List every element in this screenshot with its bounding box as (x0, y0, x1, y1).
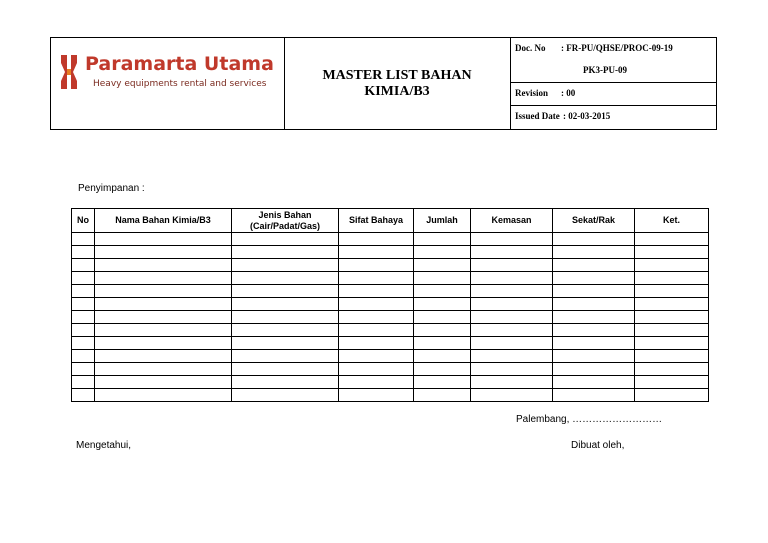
table-cell-sekat[interactable] (553, 311, 635, 324)
table-row (72, 311, 709, 324)
table-cell-jenis[interactable] (232, 272, 339, 285)
table-row (72, 272, 709, 285)
table-cell-sifat[interactable] (339, 298, 414, 311)
table-cell-no[interactable] (72, 363, 95, 376)
table-cell-ket[interactable] (635, 272, 709, 285)
table-cell-sifat[interactable] (339, 350, 414, 363)
column-header-sekat: Sekat/Rak (553, 209, 635, 233)
table-cell-kemasan[interactable] (471, 285, 553, 298)
table-cell-ket[interactable] (635, 337, 709, 350)
table-cell-kemasan[interactable] (471, 311, 553, 324)
table-cell-jumlah[interactable] (414, 233, 471, 246)
table-cell-sekat[interactable] (553, 337, 635, 350)
table-cell-nama[interactable] (95, 376, 232, 389)
document-header (50, 37, 717, 130)
table-row (72, 337, 709, 350)
table-cell-sifat[interactable] (339, 324, 414, 337)
table-cell-no[interactable] (72, 246, 95, 259)
table-cell-jumlah[interactable] (414, 259, 471, 272)
table-cell-no[interactable] (72, 259, 95, 272)
table-row (72, 389, 709, 402)
table-cell-kemasan[interactable] (471, 337, 553, 350)
table-cell-sifat[interactable] (339, 272, 414, 285)
doc-no-value-2: PK3-PU-09 (583, 65, 627, 75)
table-cell-jumlah[interactable] (414, 324, 471, 337)
table-cell-nama[interactable] (95, 324, 232, 337)
storage-label: Penyimpanan : (78, 183, 145, 194)
table-cell-kemasan[interactable] (471, 389, 553, 402)
table-cell-ket[interactable] (635, 298, 709, 311)
table-cell-nama[interactable] (95, 298, 232, 311)
table-cell-nama[interactable] (95, 259, 232, 272)
table-cell-sekat[interactable] (553, 246, 635, 259)
table-cell-sifat[interactable] (339, 285, 414, 298)
column-header-no: No (72, 209, 95, 233)
table-cell-jenis[interactable] (232, 337, 339, 350)
table-cell-sifat[interactable] (339, 259, 414, 272)
company-name: Paramarta Utama (85, 53, 274, 75)
table-row (72, 376, 709, 389)
chemical-list-table (71, 208, 709, 402)
table-cell-ket[interactable] (635, 246, 709, 259)
table-cell-jumlah[interactable] (414, 285, 471, 298)
table-cell-jumlah[interactable] (414, 311, 471, 324)
table-row (72, 350, 709, 363)
column-header-sifat: Sifat Bahaya (339, 209, 414, 233)
table-row (72, 246, 709, 259)
table-cell-no[interactable] (72, 298, 95, 311)
table-cell-nama[interactable] (95, 233, 232, 246)
table-cell-nama[interactable] (95, 389, 232, 402)
issued-date-label: Issued Date (515, 111, 560, 121)
doc-no-row (511, 38, 717, 83)
table-cell-ket[interactable] (635, 259, 709, 272)
table-row (72, 259, 709, 272)
table-cell-ket[interactable] (635, 285, 709, 298)
table-cell-jenis[interactable] (232, 324, 339, 337)
table-cell-nama[interactable] (95, 350, 232, 363)
table-header-row (72, 209, 709, 233)
table-cell-jenis[interactable] (232, 311, 339, 324)
table-cell-jenis[interactable] (232, 376, 339, 389)
place-date-line: Palembang, ……………………… (516, 414, 663, 425)
table-cell-sekat[interactable] (553, 363, 635, 376)
table-cell-jumlah[interactable] (414, 350, 471, 363)
table-cell-nama[interactable] (95, 246, 232, 259)
table-cell-nama[interactable] (95, 272, 232, 285)
table-cell-no[interactable] (72, 233, 95, 246)
table-cell-nama[interactable] (95, 311, 232, 324)
table-cell-sekat[interactable] (553, 259, 635, 272)
table-cell-no[interactable] (72, 324, 95, 337)
table-cell-sekat[interactable] (553, 324, 635, 337)
column-header-nama: Nama Bahan Kimia/B3 (95, 209, 232, 233)
table-cell-sekat[interactable] (553, 389, 635, 402)
prepared-by-label: Dibuat oleh, (571, 440, 625, 451)
table-cell-no[interactable] (72, 376, 95, 389)
document-title: MASTER LIST BAHAN KIMIA/B3 (322, 67, 472, 99)
doc-no-value: : FR-PU/QHSE/PROC-09-19 (561, 43, 673, 53)
table-cell-kemasan[interactable] (471, 350, 553, 363)
table-cell-jumlah[interactable] (414, 298, 471, 311)
table-cell-jenis[interactable] (232, 350, 339, 363)
table-cell-kemasan[interactable] (471, 233, 553, 246)
table-cell-jumlah[interactable] (414, 376, 471, 389)
table-cell-jenis[interactable] (232, 389, 339, 402)
logo-cell (51, 38, 285, 129)
table-cell-jumlah[interactable] (414, 363, 471, 376)
table-cell-sifat[interactable] (339, 311, 414, 324)
table-cell-ket[interactable] (635, 324, 709, 337)
table-cell-jumlah[interactable] (414, 246, 471, 259)
table-cell-kemasan[interactable] (471, 259, 553, 272)
table-cell-kemasan[interactable] (471, 324, 553, 337)
table-row (72, 324, 709, 337)
table-cell-sekat[interactable] (553, 272, 635, 285)
table-cell-ket[interactable] (635, 233, 709, 246)
table-cell-sekat[interactable] (553, 233, 635, 246)
column-header-kemasan: Kemasan (471, 209, 553, 233)
table-cell-sekat[interactable] (553, 285, 635, 298)
table-cell-no[interactable] (72, 350, 95, 363)
table-cell-no[interactable] (72, 285, 95, 298)
column-header-jumlah: Jumlah (414, 209, 471, 233)
table-cell-sekat[interactable] (553, 298, 635, 311)
table-cell-kemasan[interactable] (471, 376, 553, 389)
table-cell-jumlah[interactable] (414, 389, 471, 402)
acknowledged-by-label: Mengetahui, (76, 440, 132, 451)
table-cell-ket[interactable] (635, 376, 709, 389)
table-cell-no[interactable] (72, 389, 95, 402)
table-cell-sifat[interactable] (339, 389, 414, 402)
table-row (72, 363, 709, 376)
table-cell-jenis[interactable] (232, 233, 339, 246)
company-tagline: Heavy equipments rental and services (93, 79, 267, 89)
table-cell-jenis[interactable] (232, 259, 339, 272)
company-logo-icon (61, 55, 77, 89)
document-meta (511, 38, 717, 129)
table-cell-nama[interactable] (95, 363, 232, 376)
table-cell-no[interactable] (72, 337, 95, 350)
title-cell (284, 38, 511, 129)
table-cell-kemasan[interactable] (471, 298, 553, 311)
table-cell-jumlah[interactable] (414, 272, 471, 285)
revision-row (511, 83, 717, 106)
table-cell-nama[interactable] (95, 285, 232, 298)
table-cell-jumlah[interactable] (414, 337, 471, 350)
table-row (72, 285, 709, 298)
revision-value: : 00 (561, 88, 576, 98)
table-cell-jenis[interactable] (232, 298, 339, 311)
table-cell-jenis[interactable] (232, 285, 339, 298)
table-cell-kemasan[interactable] (471, 363, 553, 376)
table-cell-ket[interactable] (635, 363, 709, 376)
table-cell-sifat[interactable] (339, 376, 414, 389)
table-cell-kemasan[interactable] (471, 272, 553, 285)
table-cell-jenis[interactable] (232, 363, 339, 376)
table-cell-no[interactable] (72, 272, 95, 285)
table-cell-ket[interactable] (635, 311, 709, 324)
table-cell-sifat[interactable] (339, 246, 414, 259)
table-cell-sifat[interactable] (339, 363, 414, 376)
table-cell-sekat[interactable] (553, 376, 635, 389)
table-row (72, 298, 709, 311)
revision-label: Revision (515, 88, 549, 98)
doc-no-label: Doc. No (515, 43, 546, 53)
table-cell-jenis[interactable] (232, 246, 339, 259)
issued-date-row (511, 106, 717, 129)
table-cell-kemasan[interactable] (471, 246, 553, 259)
table-cell-sifat[interactable] (339, 233, 414, 246)
table-cell-nama[interactable] (95, 337, 232, 350)
issued-date-value: : 02-03-2015 (563, 111, 611, 121)
table-cell-ket[interactable] (635, 389, 709, 402)
table-cell-no[interactable] (72, 311, 95, 324)
table-body (72, 233, 709, 402)
table-cell-ket[interactable] (635, 350, 709, 363)
table-cell-sifat[interactable] (339, 337, 414, 350)
table-row (72, 233, 709, 246)
table-cell-sekat[interactable] (553, 350, 635, 363)
column-header-ket: Ket. (635, 209, 709, 233)
column-header-jenis: Jenis Bahan (Cair/Padat/Gas) (232, 209, 339, 233)
